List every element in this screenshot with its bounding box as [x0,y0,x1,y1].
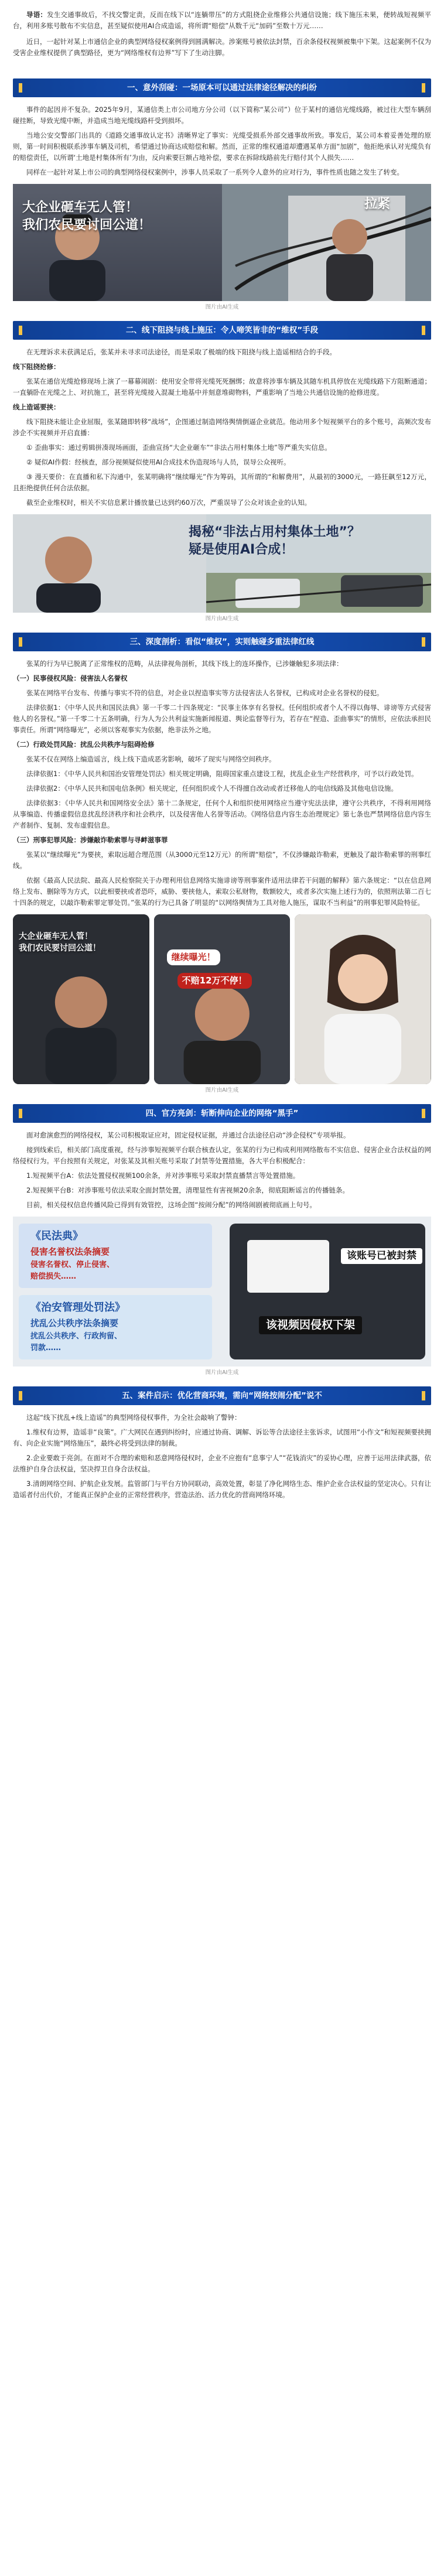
figure-3 [13,1217,431,1366]
s4-paragraph-1: 面对愈演愈烈的网络侵权，某公司积极取证应对，固定侵权证据，并通过合法途径启动“涉企侵权”专项举报。 [26,1131,350,1139]
figure-1-headline-line-1: 大企业砸车无人管！ [22,200,139,215]
intro-paragraph-2: 近日，一起针对某上市通信企业的典型网络侵权案例得到圆满解决。涉案账号被依法封禁，百余条侵权视频被集中下架。这起案例不仅为受害企业维权提供了典型路径，更为“网络维权有边界”写下了生动注脚。 [13,37,431,57]
s5-paragraph-1: 这起“线下扰乱+线上造谣”的典型网络侵权事件，为全社会敲响了警钟： [26,1413,241,1422]
s2-subheading-1: 线下阻挠抢修： [13,363,60,371]
section-title-2: 二、线下阻挠与线上施压：令人啼笑皆非的“维权”手段 [13,321,431,340]
s1-paragraph-2: 当地公安交警部门出具的《道路交通事故认定书》清晰界定了事实：光缆受损系外部交通事故所致。事发后，某公司本着妥善处理的原则，第一时间积极联系涉事车辆及司机，希望通过协商达成赔偿和解。然而，正常的维权通道却遭遇某单方面“加剧”，他拒绝承认对光缆负有的赔偿责任，以所谓‘土地是村集体所有’为由，反向索要巨额占地补偿，要求在拆除线路前先行赔付其个人损失…… [13,131,431,162]
book-2-title: 《治安管理处罚法》 [30,1301,125,1314]
s2-paragraph-1: 在无理诉求未获满足后，张某并未寻求司法途径，而是采取了极端的线下阻挠与线上造谣相结合的手段。 [26,348,336,356]
phone-screenshot-1 [13,914,149,1084]
s4-paragraph-3: 目前，相关侵权信息传播风险已得到有效管控，这场企图“按闹分配”的网络闹剧被彻底画上句号。 [26,1201,316,1209]
intro-text-1: 发生交通事故后，不找交警定责，反而在线下以“连躺带压”的方式阻挠企业维修公共通信设施；线下施压未果，便转战短视频平台，利用多账号散布不实信息，甚至疑似使用AI合成造谣，将所谓“赔偿”从数千元“加码”至数十万元…… [13,11,431,30]
book-1-sub-3: 赔偿损失…… [30,1272,77,1281]
phone-screenshots [13,914,431,1084]
phone-2-bubble-1: 继续曝光！ [167,949,220,965]
banner-video-removed: 该视频因侵权下架 [259,1316,362,1334]
s5-item-1: 1.维权有边界，造谣非“良策”。广大网民在遇到纠纷时，应通过协商、调解、诉讼等合法途径主张诉求，试图用“小作文”和短视频要挟拥有、向企业实施“网络施压”，最终必将受到法律的制裁。 [13,1428,431,1447]
s3-paragraph-8: 张某以“继续曝光”为要挟，索取远超合理范围（从3000元至12万元）的所谓“赔偿”，不仅涉嫌敲诈勒索，更触及了敲诈勒索罪的刑事红线。 [13,850,431,870]
s2-paragraph-2: 张某在通信光缆抢修现场上演了一幕幕闹剧：使用安全带将光缆死死捆绑；故意将涉事车辆及其随车机具停放在光缆线路下方阻断通道；一直躺卧在光缆之上、对抗施工，甚至将光缆接入混凝土地基中并刻意堆砌物料，严重影响了当地公共通信设施的抢修进度。 [13,377,431,397]
s3-paragraph-6: 法律依据2：《中华人民共和国电信条例》相关规定，任何组织或个人不得擅自改动或者迁移他人的电信线路及其他电信设施。 [26,784,398,792]
phone-1-overlay [19,931,101,954]
figure-1-caption: 图片由AI生成 [205,304,239,310]
s1-paragraph-3: 同样在一起针对某上市公司的典型网络侵权案例中，涉事人员采取了一系列令人意外的应对行为，事件性质也随之发生了转变。 [26,168,404,176]
banner-account-banned: 该账号已被封禁 [341,1248,422,1264]
s3-paragraph-4: 张某不仅在网络上编造谣言，线上线下造成恶劣影响，破坏了现实与网络空间秩序。 [26,755,276,763]
s2-item-3: ③ 漫天要价：在直播和私下沟通中，张某明确将“继续曝光”作为筹码，其所谓的“和解费用”，从最初的3000元，一路狂飙至12万元，且拒绝提供任何合法依据。 [13,473,431,492]
s3-paragraph-2: 张某在网络平台发布、传播与事实不符的信息，对企业以捏造事实等方法侵害法人名誉权，已构成对企业名誉权的侵犯。 [26,689,384,697]
phones-caption: 图片由AI生成 [205,1087,239,1094]
figure-2-caption: 图片由AI生成 [205,616,239,622]
s4-item-1: 1.短视频平台A：依法处置侵权视频100余条，并对涉事账号采取封禁直播禁言等处置措施。 [26,1171,300,1180]
figure-1-headline [22,199,151,234]
figure-1 [13,184,431,301]
section-title-4: 四、官方亮剑：斩断伸向企业的网络“黑手” [13,1104,431,1123]
s5-item-2: 2.企业要敢于亮剑。在面对不合理的索赔和恶意网络侵权时，企业不应抱有“息事宁人”“花钱消灾”的妥协心理，应善于运用法律武器，依法维护自身合法权益，坚决捍卫自身合法权益。 [13,1454,431,1473]
figure-2 [13,514,431,613]
phone-screenshot-3 [295,914,431,1084]
book-1-sub-1: 侵害名誉权法条摘要 [30,1246,110,1257]
s3-subheading-3: （三）刑事犯罪风险：涉嫌敲诈勒索罪与寻衅滋事罪 [13,836,168,844]
intro [0,0,444,69]
book-2-sub-3: 罚款…… [30,1344,62,1352]
figure-2-headline-line-1: 揭秘“非法占用村集体土地”？ [189,525,360,539]
s2-paragraph-4: 截至企业维权时，相关不实信息累计播放量已达到约60万次，严重误导了公众对该企业的认知。 [26,498,312,507]
phone-3-illustration [295,914,431,1084]
book-2-sub-2: 扰乱公共秩序、行政拘留、 [30,1332,122,1341]
s2-subheading-2: 线上造谣要挟： [13,403,60,411]
s2-paragraph-3: 线下阻挠未能让企业屈服，张某随即转移“战场”，企图通过制造网络舆情倒逼企业就范。他动用多个短视频平台的多个账号，高频次发布涉企不实视频并开启直播： [13,418,431,437]
phone-2-bubble-2: 不赔12万不停！ [177,973,252,989]
s4-paragraph-2: 接到线索后，相关部门高度重视，经与涉事短视频平台联合核查认定，张某的行为已构成利用网络散布不实信息、侵害企业合法权益的网络侵权行为。平台按照有关规定，对张某及其相关账号采取了封禁等处置措施，各大平台积极配合： [13,1146,431,1165]
figure-2-headline [189,524,360,559]
phone-1-overlay-line-1: 大企业砸车无人管！ [19,932,93,941]
s3-paragraph-5: 法律依据1：《中华人民共和国治安管理处罚法》相关规定明确，阻碍国家重点建设工程，扰乱企业生产经营秩序，可予以行政处罚。 [26,770,418,778]
intro-lead-label: 导语： [26,11,47,19]
section-3-content [0,658,444,908]
s3-subheading-2: （二）行政处罚风险：扰乱公共秩序与阻碍抢修 [13,740,155,749]
s3-paragraph-1: 张某的行为早已脱离了正常维权的范畴，从法律视角剖析，其线下线上的连环操作，已涉嫌触犯多项法律： [26,660,343,668]
s3-subheading-1-text: （一）民事侵权风险：侵害法人名誉权 [13,674,128,682]
phone-screenshot-2 [154,914,291,1084]
figure-1-right-label: 拉紧 [364,197,391,211]
s3-paragraph-7: 法律依据3：《中华人民共和国网络安全法》第十二条规定，任何个人和组织使用网络应当遵守宪法法律，遵守公共秩序，不得利用网络从事编造、传播虚假信息扰乱经济秩序和社会秩序，以及侵害他人名誉等活动。《网络信息内容生态治理规定》第七条也严禁网络信息内容生产者制作、复制、发布虚假信息。 [13,799,431,829]
phone-2-illustration [154,914,291,1084]
figure-2-headline-line-2: 疑是使用AI合成！ [189,542,294,557]
s3-subheading-1 [13,673,431,684]
section-5-content [0,1412,444,1501]
s2-item-1: ① 歪曲事实：通过剪辑拼凑现场画面，歪曲宣扬“大企业砸车”“非法占用村集体土地”等严重失实信息。 [26,443,332,452]
s4-item-2: 2.短视频平台B：对涉事账号依法采取全面封禁处置，清理显性有害视频20余条，彻底阻断谣言的传播链条。 [26,1186,349,1194]
s3-paragraph-9: 依据《最高人民法院、最高人民检察院关于办理利用信息网络实施诽谤等刑事案件适用法律若干问题的解释》第六条规定：“以在信息网络上发布、删除等为方式，以此相要挟或者恐吓，威胁、要挟他人，索取公私财物，数额较大，或者多次实施上述行为的，依照刑法第二百七十四条的规定，以敲诈勒索罪定罪处罚。”张某的行为已具备了明显的“以网络舆情为工具对他人施压，谋取不当利益”的刑事犯罪风险特征。 [13,876,431,907]
s2-item-2: ② 疑似AI作假：经核查，部分视频疑似使用AI合成技术伪造现场与人员，误导公众视听。 [26,458,291,466]
book-1-sub-2: 侵害名誉权、停止侵害、 [30,1260,115,1269]
s3-paragraph-3: 法律依据1：《中华人民共和国民法典》第一千零二十四条规定：“民事主体享有名誉权。任何组织或者个人不得以侮辱、诽谤等方式侵害他人的名誉权。”第一千零二十五条明确，行为人为公共利益实施新闻报道、舆论监督等行为，若存在“捏造、歪曲事实”的情形，应依法承担民事责任。所谓“网络曝光”，必须以客观事实为依据，绝非法外之地。 [13,703,431,734]
intro-paragraph-1 [13,9,431,32]
book-1-title: 《民法典》 [30,1230,83,1242]
s1-paragraph-1: 事件的起因并不复杂。2025年9月，某通信类上市公司地方分公司（以下简称“某公司”）位于某村的通信光缆线路，被过往大型车辆刮碰挂断，导致光缆中断，并造成当地光缆线路杆受到损坏。 [13,105,431,125]
section-title-5: 五、案件启示：优化营商环境，需向“网络按闹分配”说不 [13,1386,431,1405]
section-4-content [0,1130,444,1211]
figure-1-headline-line-2: 我们农民要讨回公道！ [22,218,152,233]
section-title-1: 一、意外刮碰：一场原本可以通过法律途径解决的纠纷 [13,78,431,97]
section-1-content [0,104,444,178]
section-title-3: 三、深度剖析：看似“维权”，实则触碰多重法律红线 [13,633,431,651]
book-2-sub-1: 扰乱公共秩序法条摘要 [30,1318,119,1328]
section-2-content [0,347,444,508]
figure-3-caption: 图片由AI生成 [205,1369,239,1376]
s5-item-3: 3.清朗网络空间、护航企业发展。监管部门与平台方协同联动，高效处置，彰显了净化网络生态、维护企业合法权益的坚定决心。只有让造谣者付出代价，才能真正保护企业的正常经营秩序，营造法治、活力优化的营商网络环境。 [13,1480,431,1499]
phone-1-overlay-line-2: 我们农民要讨回公道！ [19,944,101,953]
